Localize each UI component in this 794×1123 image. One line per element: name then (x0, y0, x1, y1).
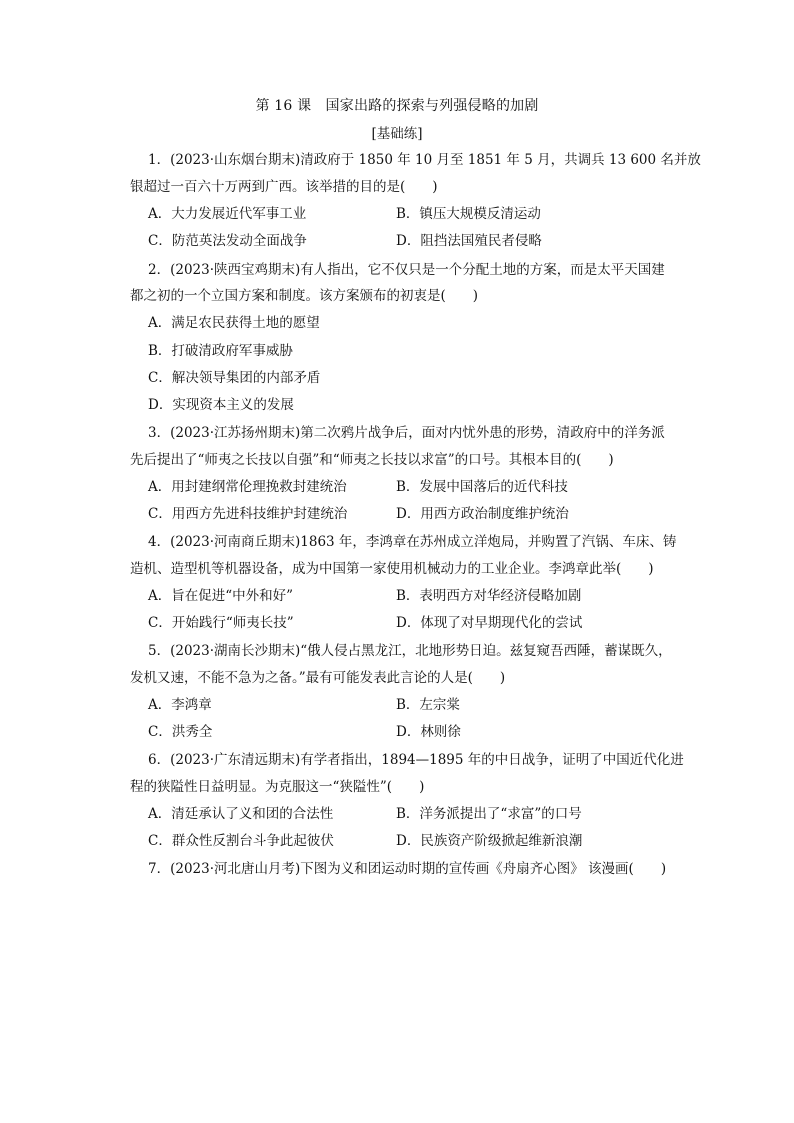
question-2-option-b: B．打破清政府军事威胁 (148, 343, 293, 359)
question-3-option-c: C．用西方先进科技维护封建统治 (148, 506, 348, 522)
question-6-option-a: A．清廷承认了义和团的合法性 (148, 806, 334, 822)
question-3-option-d: D．用西方政治制度维护统治 (396, 506, 569, 522)
question-5-option-b: B．左宗棠 (396, 697, 460, 713)
question-1-option-d: D．阻挡法国殖民者侵略 (396, 233, 542, 249)
question-2-line-2: 都之初的一个立国方案和制度。该方案颁布的初衷是( ) (130, 288, 479, 304)
question-5-option-a: A．李鸿章 (148, 697, 212, 713)
question-4-option-b: B．表明西方对华经济侵略加剧 (396, 588, 582, 604)
question-4-option-a: A．旨在促进“中外和好” (148, 588, 294, 604)
question-2-option-c: C．解决领导集团的内部矛盾 (148, 370, 321, 386)
question-4-line-1: 4．(2023·河南商丘期末)1863 年，李鸿章在苏州成立洋炮局，并购置了汽锅、车床、铸 (148, 534, 677, 550)
question-5-line-1: 5．(2023·湖南长沙期末)“俄人侵占黑龙江，北地形势日迫。兹复窥吾西陲，蓄谋既久， (148, 643, 672, 659)
section-heading: [基础练] (371, 126, 423, 142)
question-6-option-b: B．洋务派提出了“求富”的口号 (396, 806, 582, 822)
question-7-line-1: 7．(2023·河北唐山月考)下图为义和团运动时期的宣传画《舟扇齐心图》 该漫画( ) (148, 861, 667, 877)
question-1-option-b: B．镇压大规模反清运动 (396, 206, 541, 222)
question-1-option-c: C．防范英法发动全面战争 (148, 233, 307, 249)
question-1-line-2: 银超过一百六十万两到广西。该举措的目的是( ) (130, 179, 438, 195)
question-4-option-c: C．开始践行“师夷长技” (148, 615, 294, 631)
question-6-option-c: C．群众性反割台斗争此起彼伏 (148, 833, 334, 849)
question-2-option-d: D．实现资本主义的发展 (148, 397, 294, 413)
question-3-option-a: A．用封建纲常伦理挽救封建统治 (148, 479, 347, 495)
question-2-option-a: A．满足农民获得土地的愿望 (148, 315, 320, 331)
question-5-option-c: C．洪秀全 (148, 724, 213, 740)
question-1-line-1: 1．(2023·山东烟台期末)清政府于 1850 年 10 月至 1851 年 5 月，共调兵 13 600 名并放 (148, 152, 701, 168)
question-3-line-2: 先后提出了“师夷之长技以自强”和“师夷之长技以求富”的口号。其根本目的( ) (130, 452, 614, 468)
question-6-option-d: D．民族资产阶级掀起维新浪潮 (396, 833, 583, 849)
question-4-option-d: D．体现了对早期现代化的尝试 (396, 615, 583, 631)
question-6-line-1: 6．(2023·广东清远期末)有学者指出，1894—1895 年的中日战争，证明了中国近代化进 (148, 752, 684, 768)
question-6-line-2: 程的狭隘性日益明显。为克服这一“狭隘性”( ) (130, 779, 425, 795)
question-1-option-a: A．大力发展近代军事工业 (148, 206, 307, 222)
page-title: 第 16 课 国家出路的探索与列强侵略的加剧 (255, 98, 539, 114)
question-3-line-1: 3．(2023·江苏扬州期末)第二次鸦片战争后，面对内忧外患的形势，清政府中的洋务派 (148, 425, 665, 441)
question-2-line-1: 2．(2023·陕西宝鸡期末)有人指出，它不仅只是一个分配土地的方案，而是太平天国建 (148, 262, 665, 278)
question-5-option-d: D．林则徐 (396, 724, 461, 740)
question-4-line-2: 造机、造型机等机器设备，成为中国第一家使用机械动力的工业企业。李鸿章此举( ) (130, 561, 654, 577)
question-3-option-b: B．发展中国落后的近代科技 (396, 479, 568, 495)
question-5-line-2: 发机又速，不能不急为之备。”最有可能发表此言论的人是( ) (130, 670, 506, 686)
